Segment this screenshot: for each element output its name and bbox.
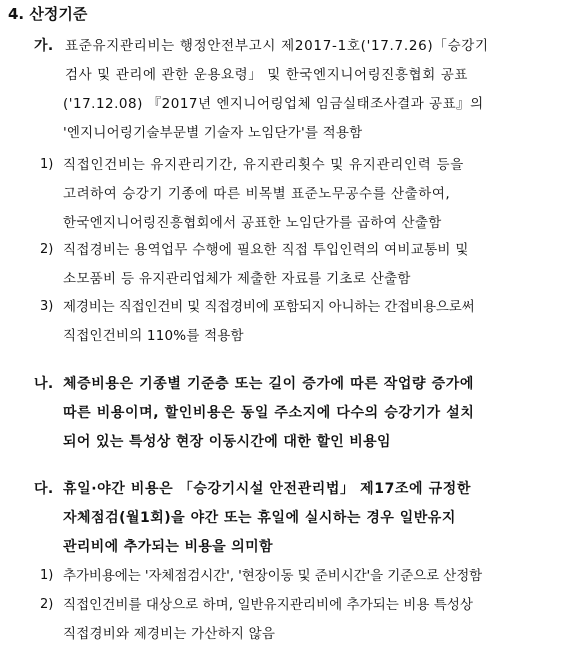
section-title: 4. 산정기준: [8, 5, 88, 23]
clause-da-line: 관리비에 추가되는 비용을 의미함: [63, 539, 273, 555]
clause-da-item-2-line: 직접경비와 제경비는 가산하지 않음: [63, 626, 276, 642]
clause-ga-marker: 가.: [34, 38, 54, 54]
clause-na-marker: 나.: [34, 376, 54, 392]
clause-ga-item-3-line: 직접인건비의 110%를 적용함: [63, 328, 244, 344]
clause-da-line: 자체점검(월1회)을 야간 또는 휴일에 실시하는 경우 일반유지: [63, 510, 456, 526]
clause-ga-line: 표준유지관리비는 행정안전부고시 제2017-1호('17.7.26)「승강기: [65, 38, 489, 54]
clause-ga-line: '엔지니어링기술부문별 기술자 노임단가'를 적용함: [63, 125, 363, 141]
clause-na-line: 체증비용은 기종별 기준층 또는 길이 증가에 따른 작업량 증가에: [63, 376, 475, 392]
clause-ga-line: ('17.12.08) 『2017년 엔지니어링업체 임금실태조사결과 공표』의: [63, 96, 484, 112]
clause-ga-item-3-line: 제경비는 직접인건비 및 직접경비에 포함되지 아니하는 간접비용으로써: [63, 299, 475, 315]
clause-ga-item-1-line: 한국엔지니어링진흥협회에서 공표한 노임단가를 곱하여 산출함: [63, 215, 442, 231]
clause-da-item-2-line: 직접인건비를 대상으로 하며, 일반유지관리비에 추가되는 비용 특성상: [63, 597, 474, 613]
clause-da-item-1-line: 추가비용에는 '자체점검시간', '현장이동 및 준비시간'을 기준으로 산정함: [63, 568, 483, 584]
clause-ga-item-2-number: 2): [40, 242, 54, 257]
clause-ga-item-1-number: 1): [40, 157, 54, 172]
clause-na-line: 되어 있는 특성상 현장 이동시간에 대한 할인 비용임: [63, 434, 391, 450]
clause-da-item-1-number: 1): [40, 568, 54, 583]
clause-ga-item-1-line: 고려하여 승강기 기종에 따른 비목별 표준노무공수를 산출하여,: [63, 186, 451, 202]
clause-da-line: 휴일·야간 비용은 「승강기시설 안전관리법」 제17조에 규정한: [63, 481, 472, 497]
clause-ga-item-2-line: 직접경비는 용역업무 수행에 필요한 직접 투입인력의 여비교통비 및: [63, 242, 469, 258]
clause-na-line: 따른 비용이며, 할인비용은 동일 주소지에 다수의 승강기가 설치: [63, 405, 475, 421]
clause-da-marker: 다.: [34, 481, 54, 497]
clause-ga-item-2-line: 소모품비 등 유지관리업체가 제출한 자료를 기초로 산출함: [63, 271, 411, 287]
clause-ga-item-1-line: 직접인건비는 유지관리기간, 유지관리횟수 및 유지관리인력 등을: [63, 157, 464, 173]
clause-da-item-2-number: 2): [40, 597, 54, 612]
clause-ga-line: 검사 및 관리에 관한 운용요령」 및 한국엔지니어링진흥협회 공표: [65, 67, 469, 83]
clause-ga-item-3-number: 3): [40, 299, 54, 314]
